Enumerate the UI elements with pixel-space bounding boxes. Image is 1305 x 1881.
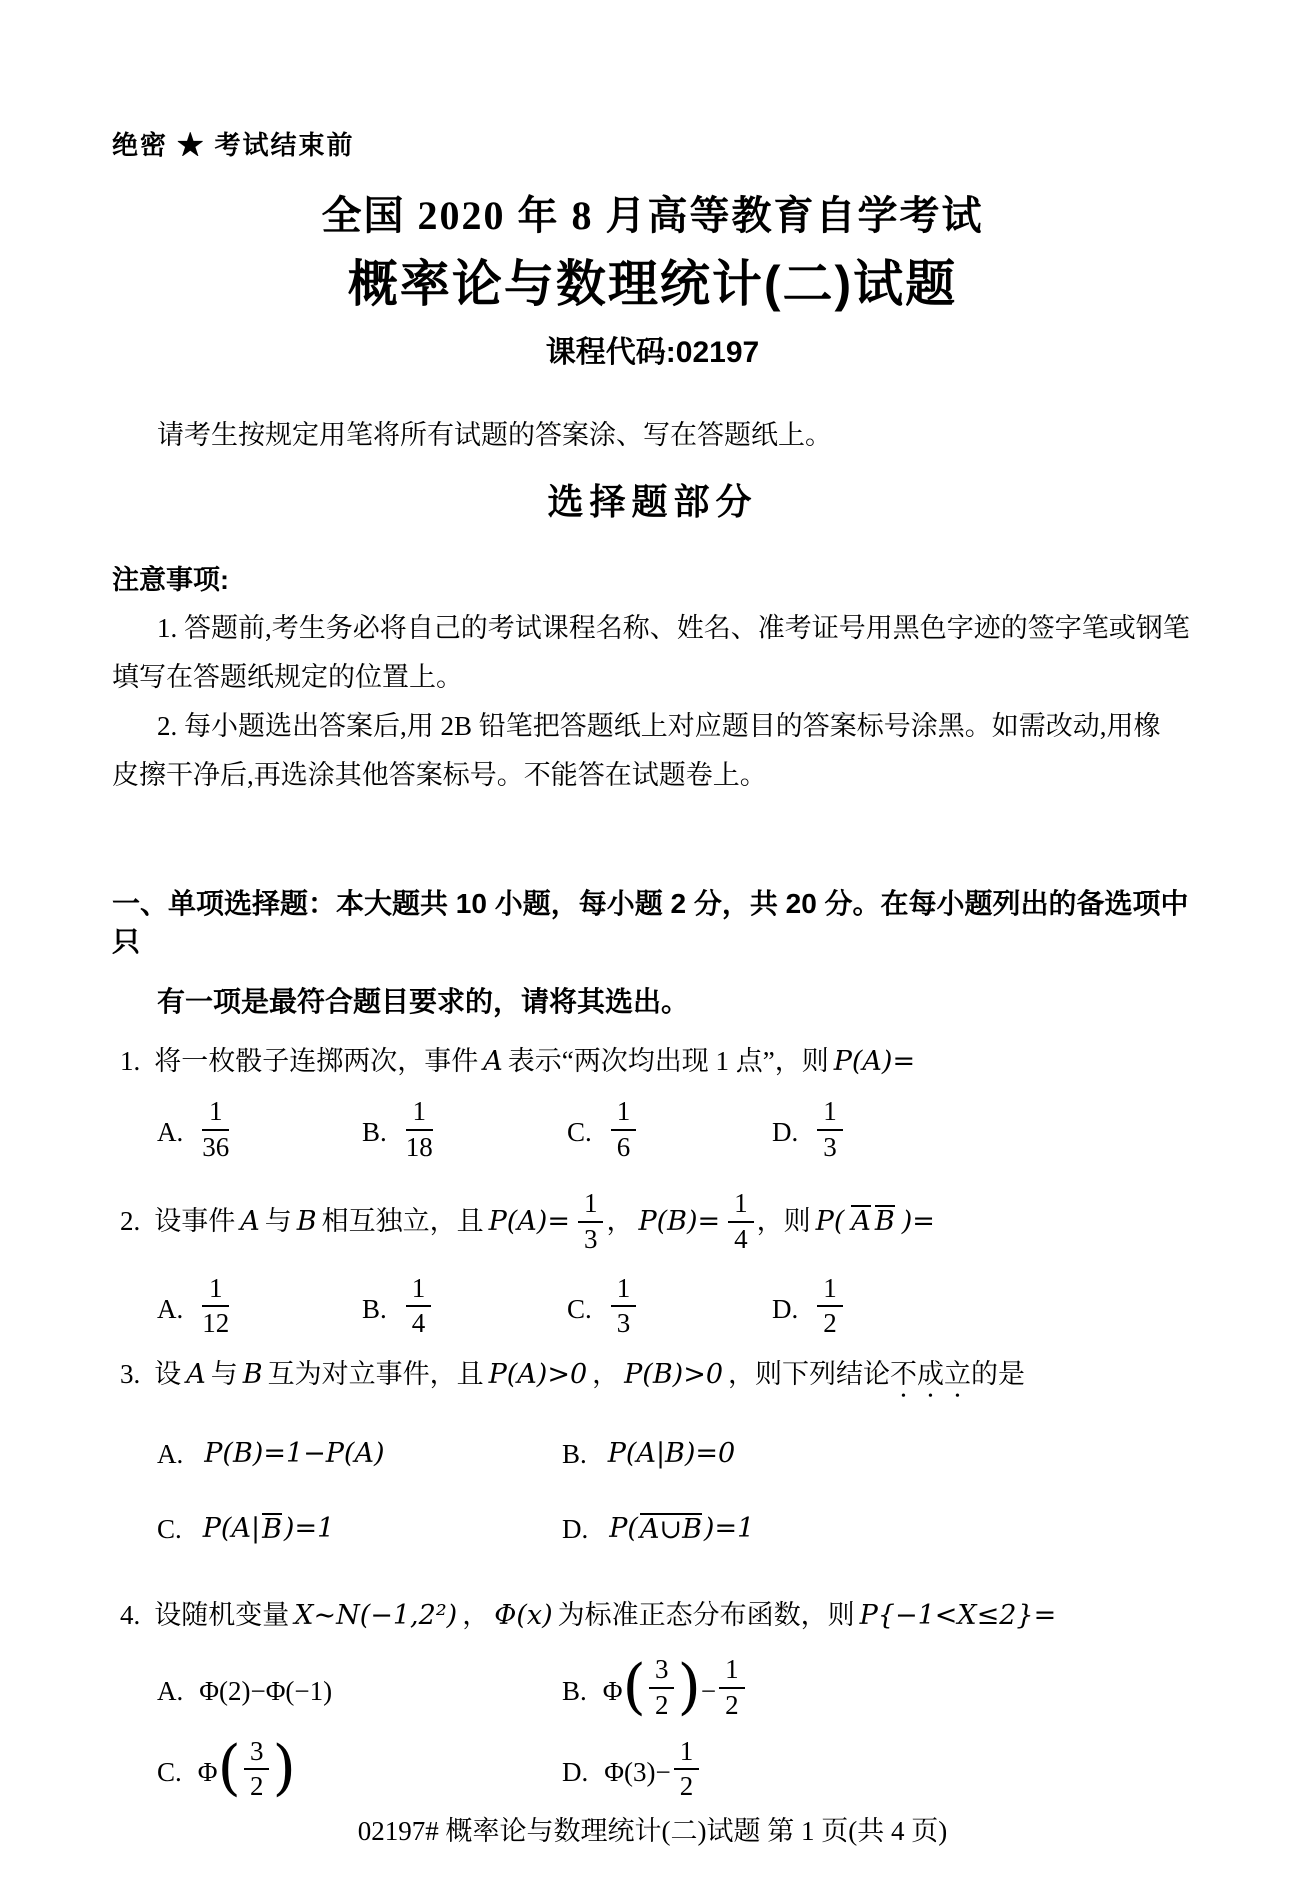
question-2-var-B: B <box>296 1206 317 1238</box>
phi-symbol: Φ <box>602 1675 623 1706</box>
question-2-math-pa: P(A)= <box>488 1206 570 1238</box>
question-4-math-phi: Φ(x) <box>494 1599 553 1631</box>
fraction <box>244 1737 270 1802</box>
question-2-number: 2. <box>120 1206 141 1237</box>
fraction <box>202 1097 229 1162</box>
b-bar: B <box>874 1206 895 1238</box>
fraction-denominator: 3 <box>616 1308 631 1339</box>
question-4-sep: ， <box>462 1599 490 1630</box>
fraction-numerator: 1 <box>611 1097 637 1131</box>
fraction-denominator: 18 <box>405 1131 433 1162</box>
question-1-option-b <box>362 1095 567 1165</box>
option-label: D. <box>772 1294 799 1325</box>
question-3-option-d <box>562 1511 759 1547</box>
question-2-option-c <box>567 1272 772 1342</box>
question-3-text-d: ，则下列结论 <box>728 1359 891 1390</box>
question-2-text-c: 相互独立，且 <box>321 1206 484 1237</box>
fraction-numerator: 3 <box>649 1655 675 1689</box>
option-label: D. <box>562 1757 589 1788</box>
fraction-denominator: 36 <box>202 1131 230 1162</box>
section-title: 选择题部分 <box>547 480 758 522</box>
option-label: D. <box>772 1117 799 1148</box>
fraction-numerator: 1 <box>817 1097 843 1131</box>
question-4-stem <box>112 1597 1193 1634</box>
question-2-math-pbar-pre: P( <box>815 1206 845 1238</box>
note-1-line-1: 1. 答题前,考生务必将自己的考试课程名称、姓名、准考证号用黑色字迹的签字笔或钢笔 <box>157 612 1190 643</box>
question-4-options-row2 <box>112 1733 1193 1805</box>
a-union-b-bar: A∪B <box>639 1514 702 1546</box>
option-label: A. <box>157 1675 184 1706</box>
question-1-text-b: 表示“两次均出现 1 点”，则 <box>507 1045 829 1076</box>
big-left-paren: ( <box>622 1652 646 1723</box>
fraction-denominator: 12 <box>202 1308 230 1339</box>
question-1-option-a <box>157 1095 362 1165</box>
question-1-option-c <box>567 1095 772 1165</box>
fraction-denominator: 4 <box>411 1308 426 1339</box>
question-4-option-d <box>562 1735 702 1805</box>
fraction <box>406 1274 432 1339</box>
notes-heading: 注意事项: <box>112 565 229 596</box>
fraction <box>719 1655 745 1720</box>
emphasized-text: 不成立 <box>890 1359 972 1390</box>
fraction <box>649 1655 675 1720</box>
question-4-math-dist: X∼N(−1,2²) <box>294 1599 458 1631</box>
question-3-number: 3. <box>120 1359 141 1390</box>
option-label: A. <box>157 1439 184 1470</box>
part1-heading-line2: 有一项是最符合题目要求的，请将其选出。 <box>157 985 690 1017</box>
fraction-denominator: 6 <box>616 1131 631 1162</box>
exam-title-line1: 全国 2020 年 8 月高等教育自学考试 <box>321 193 984 239</box>
question-3-option-c <box>157 1511 562 1547</box>
answer-sheet-notice: 请考生按规定用笔将所有试题的答案涂、写在答题纸上。 <box>157 420 832 451</box>
question-1-options <box>112 1095 1193 1165</box>
question-2-text-d: ，则 <box>756 1206 811 1237</box>
fraction <box>674 1737 700 1802</box>
note-2-line-2: 皮擦干净后,再选涂其他答案标号。不能答在试题卷上。 <box>112 759 767 790</box>
option-label: C. <box>567 1117 592 1148</box>
fraction-numerator: 1 <box>406 1097 433 1131</box>
page-footer: 02197# 概率论与数理统计(二)试题 第 1 页(共 4 页) <box>357 1816 948 1847</box>
question-3-text-a: 设 <box>154 1359 182 1390</box>
question-3-option-b <box>562 1436 740 1472</box>
question-3-stem <box>112 1356 1193 1404</box>
formula-prefix: P( <box>609 1512 638 1544</box>
formula: Φ(2)−Φ(−1) <box>199 1675 333 1706</box>
fraction-numerator: 1 <box>728 1189 754 1223</box>
question-2-math-pb: P(B)= <box>638 1206 721 1238</box>
option-label: A. <box>157 1294 184 1325</box>
question-3-math-pa: P(A)>0 <box>488 1359 588 1391</box>
question-1-var-A: A <box>483 1045 503 1077</box>
question-1-stem <box>112 1043 1193 1080</box>
fraction <box>611 1097 637 1162</box>
question-4-number: 4. <box>120 1599 141 1630</box>
question-3-var-B: B <box>242 1359 263 1391</box>
fraction-denominator: 3 <box>823 1131 837 1162</box>
question-1-number: 1. <box>120 1045 141 1076</box>
big-right-paren: ) <box>677 1652 701 1723</box>
fraction-numerator: 1 <box>611 1274 637 1308</box>
note-2-line-1: 2. 每小题选出答案后,用 2B 铅笔把答题纸上对应题目的答案标号涂黑。如需改动,用橡 <box>157 710 1161 741</box>
fraction-numerator: 1 <box>674 1737 700 1771</box>
minus-sign: − <box>700 1675 717 1706</box>
option-label: A. <box>157 1117 184 1148</box>
formula-prefix: Φ(3)− <box>604 1757 671 1788</box>
question-4-option-a <box>157 1673 562 1709</box>
question-4-math-prob: P{−1<X≤2}= <box>859 1599 1057 1631</box>
fraction-numerator: 1 <box>719 1655 745 1689</box>
fraction-denominator: 2 <box>823 1308 837 1339</box>
question-3-sep: ， <box>592 1359 620 1390</box>
question-2-math-pbar-suf: )= <box>901 1206 935 1238</box>
fraction <box>728 1189 754 1254</box>
question-3-option-a <box>157 1436 562 1472</box>
option-label: B. <box>562 1675 587 1706</box>
question-2-option-d <box>772 1272 846 1342</box>
question-2-options <box>112 1272 1193 1342</box>
question-3-math-pb: P(B)>0 <box>624 1359 724 1391</box>
question-4-option-b <box>562 1652 748 1723</box>
option-label: D. <box>562 1513 589 1544</box>
question-1-text-a: 将一枚骰子连掷两次，事件 <box>154 1045 479 1076</box>
question-1-math: P(A)= <box>833 1045 916 1077</box>
course-code: 课程代码:02197 <box>545 335 760 369</box>
fraction-numerator: 3 <box>244 1737 270 1771</box>
b-bar: B <box>262 1514 282 1546</box>
question-3-text-e: 的是 <box>971 1359 1026 1390</box>
fraction-numerator: 1 <box>202 1097 229 1131</box>
big-right-paren: ) <box>272 1733 296 1804</box>
fraction <box>611 1274 637 1339</box>
classification-banner: 绝密 ★ 考试结束前 <box>112 130 355 160</box>
question-4-option-c <box>157 1733 562 1805</box>
question-2-option-a <box>157 1272 362 1342</box>
question-3-text-c: 互为对立事件，且 <box>267 1359 484 1390</box>
option-label: B. <box>562 1439 587 1470</box>
question-2-text-b: 与 <box>264 1206 292 1237</box>
a-bar: A <box>851 1206 871 1238</box>
question-4-options-row1 <box>112 1652 1193 1723</box>
formula-suffix: )=1 <box>703 1512 755 1544</box>
fraction-denominator: 4 <box>734 1224 748 1255</box>
question-3-var-A: A <box>186 1359 206 1391</box>
fraction-numerator: 1 <box>406 1274 432 1308</box>
question-2-stem <box>112 1188 1193 1256</box>
question-4-text-b: 为标准正态分布函数，则 <box>557 1599 855 1630</box>
question-3-options-row1 <box>112 1436 1193 1472</box>
question-2-option-b <box>362 1272 567 1342</box>
question-3-text-b: 与 <box>210 1359 238 1390</box>
option-label: C. <box>567 1294 592 1325</box>
fraction-denominator: 2 <box>654 1690 669 1721</box>
fraction <box>817 1097 843 1162</box>
question-2-text-a: 设事件 <box>154 1206 236 1237</box>
fraction-denominator: 3 <box>583 1224 598 1255</box>
option-label: C. <box>157 1513 182 1544</box>
formula-prefix: P(A| <box>202 1512 261 1544</box>
fraction-numerator: 1 <box>578 1189 604 1223</box>
fraction <box>817 1274 843 1339</box>
fraction-numerator: 1 <box>202 1274 229 1308</box>
formula: P(B)=1−P(A) <box>204 1438 385 1470</box>
note-1-line-2: 填写在答题纸规定的位置上。 <box>112 661 463 692</box>
exam-title-line2: 概率论与数理统计(二)试题 <box>347 256 958 313</box>
phi-symbol: Φ <box>197 1757 218 1788</box>
option-label: B. <box>362 1117 387 1148</box>
fraction <box>578 1189 604 1254</box>
option-label: B. <box>362 1294 387 1325</box>
fraction <box>202 1274 229 1339</box>
fraction-denominator: 2 <box>725 1690 739 1721</box>
question-2-var-A: A <box>240 1206 260 1238</box>
question-4-text-a: 设随机变量 <box>154 1599 290 1630</box>
question-2-sep: ， <box>606 1206 634 1237</box>
question-1-option-d <box>772 1095 846 1165</box>
formula-suffix: )=1 <box>283 1512 335 1544</box>
formula: P(A|B)=0 <box>607 1438 736 1470</box>
fraction-numerator: 1 <box>817 1274 843 1308</box>
option-label: C. <box>157 1757 182 1788</box>
question-3-options-row2 <box>112 1511 1193 1547</box>
fraction <box>406 1097 433 1162</box>
big-left-paren: ( <box>217 1733 241 1804</box>
fraction-denominator: 2 <box>679 1771 694 1802</box>
fraction-denominator: 2 <box>249 1771 264 1802</box>
part1-heading-line1: 一、单项选择题：本大题共 10 小题，每小题 2 分，共 20 分。在每小题列出的备选项中只 <box>112 888 1189 957</box>
